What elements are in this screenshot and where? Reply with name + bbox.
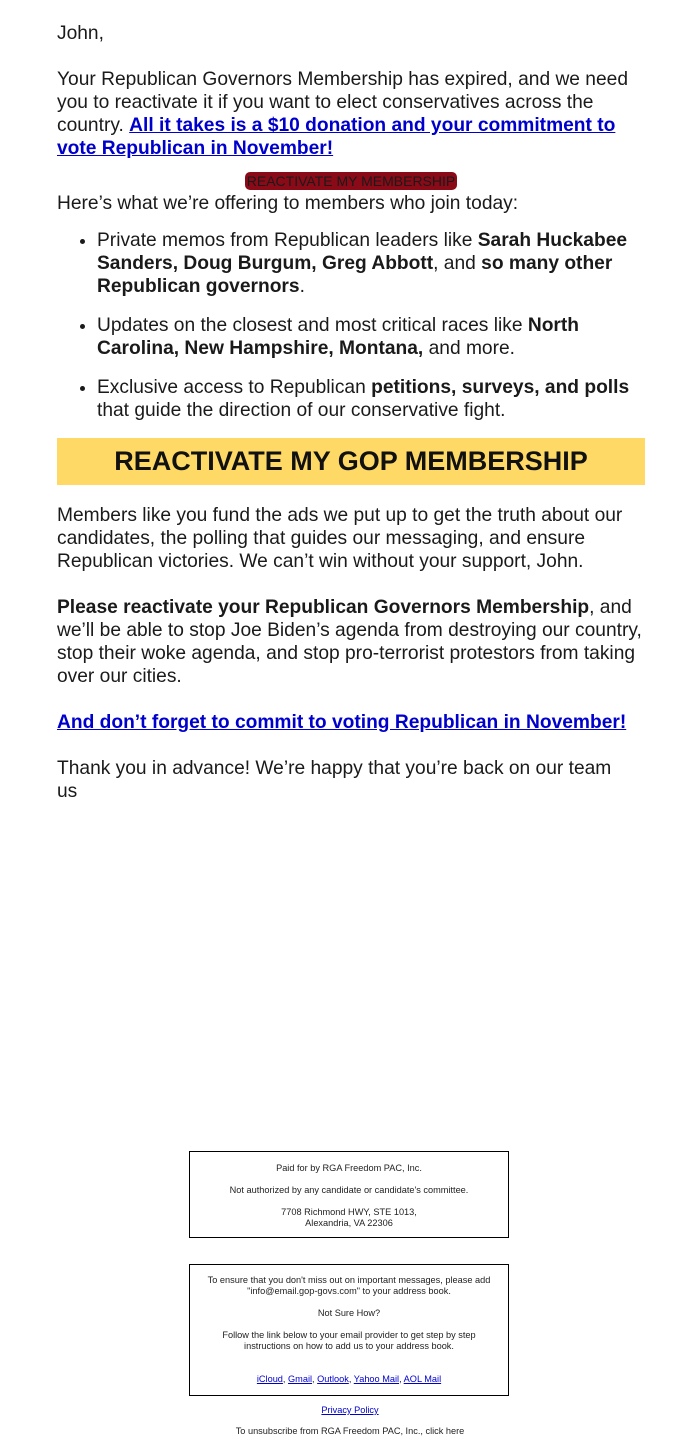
benefits-list (57, 229, 645, 422)
address-book-box (189, 1264, 509, 1396)
list-item (97, 229, 645, 298)
email-body (57, 22, 645, 803)
greeting: John, (57, 23, 104, 44)
address-line-2: Alexandria, VA 22306 (305, 1218, 393, 1228)
provider-link-aol[interactable]: AOL Mail (403, 1374, 442, 1384)
unsubscribe-text[interactable]: To unsubscribe from RGA Freedom PAC, Inc., click here (235, 1426, 465, 1436)
thanks-text: Thank you in advance! We’re happy that you’re back on our team (57, 758, 612, 779)
privacy-policy-link[interactable]: Privacy Policy (321, 1405, 379, 1415)
offer-intro: Here’s what we’re offering to members who join today: (57, 193, 519, 214)
provider-link-outlook[interactable]: Outlook (317, 1374, 349, 1384)
benefit-text: . (299, 276, 305, 297)
intro-text: Your Republican Governors Membership has expired, and we need you to reactivate it if you want to elect conservatives across the country. (57, 69, 628, 136)
provider-link-icloud[interactable]: iCloud (256, 1374, 283, 1384)
list-item (97, 314, 645, 360)
please-rest: , and we’ll be able to stop Joe Biden’s agenda from destroying our country, stop their woke agenda, and stop pro-terrorist protestors from taking over our cities. (57, 597, 642, 687)
reactivate-gop-membership-button[interactable]: REACTIVATE MY GOP MEMBERSHIP (57, 438, 645, 485)
benefit-bold: Sarah Huckabee Sanders, Doug Burgum, Greg Abbott (97, 230, 628, 274)
please-paragraph (57, 596, 645, 688)
list-item (97, 376, 645, 422)
paid-for-text: Paid for by RGA Freedom PAC, Inc. (276, 1163, 422, 1173)
not-authorized-text: Not authorized by any candidate or candidate's committee. (229, 1185, 469, 1195)
donation-commit-link[interactable]: All it takes is a $10 donation and your commitment to vote Republican in November! (57, 115, 616, 159)
reactivate-membership-button[interactable]: REACTIVATE MY MEMBERSHIP (246, 173, 456, 189)
privacy-policy-row (0, 1405, 700, 1415)
address-line-1: 7708 Richmond HWY, STE 1013, (281, 1207, 417, 1217)
benefit-bold: so many other Republican governors (97, 253, 613, 297)
ensure-text: To ensure that you don't miss out on important messages, please add "info@email.gop-govs.com" to your address book. (207, 1275, 491, 1296)
provider-link-gmail[interactable]: Gmail (288, 1374, 313, 1384)
benefit-text: that guide the direction of our conservative fight. (97, 400, 506, 421)
disclaimer-box (189, 1151, 509, 1238)
benefit-text: , and (433, 253, 482, 274)
benefit-text: Private memos from Republican leaders like (97, 230, 478, 251)
benefit-text: and more. (423, 338, 515, 359)
signature: us (57, 781, 78, 802)
benefit-text: Exclusive access to Republican (97, 377, 372, 398)
follow-text: Follow the link below to your email provider to get step by step instructions on how to add us to your address book. (222, 1330, 476, 1351)
small-button-row (57, 169, 645, 189)
benefit-bold: North Carolina, New Hampshire, Montana, (97, 315, 580, 359)
members-paragraph: Members like you fund the ads we put up to get the truth about our candidates, the polling that guides our messaging, and ensure Republican victories. We can’t win without your support, John. (57, 505, 623, 572)
intro-paragraph (57, 68, 645, 160)
benefit-text: Updates on the closest and most critical races like (97, 315, 528, 336)
provider-link-yahoo[interactable]: Yahoo Mail (353, 1374, 400, 1384)
please-bold: Please reactivate your Republican Governors Membership (57, 597, 590, 618)
commit-vote-link[interactable]: And don’t forget to commit to voting Republican in November! (57, 712, 627, 733)
not-sure-text: Not Sure How? (317, 1308, 381, 1318)
commit-paragraph (57, 711, 645, 734)
provider-links: iCloud, Gmail, Outlook, Yahoo Mail, AOL Mail (256, 1374, 442, 1384)
benefit-bold: petitions, surveys, and polls (371, 377, 630, 398)
